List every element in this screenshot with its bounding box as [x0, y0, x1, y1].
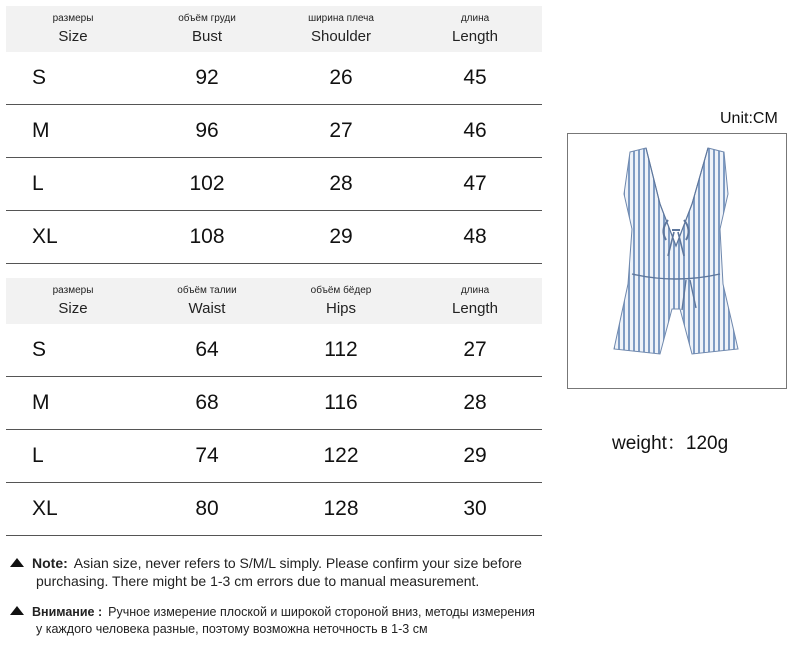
- cell-size: M: [32, 391, 50, 414]
- cell-length: 47: [463, 172, 487, 195]
- size-table-bust: [6, 6, 542, 264]
- header-length: [408, 6, 542, 52]
- table-row: [6, 430, 542, 483]
- cell-hips: 116: [324, 391, 358, 414]
- table-row: [6, 158, 542, 211]
- cell-waist: 68: [195, 391, 219, 414]
- table-row: [6, 377, 542, 430]
- table-row: [6, 324, 542, 377]
- weight-label: weight：120g: [612, 433, 729, 454]
- header-en: Length: [452, 300, 498, 317]
- cell-size: XL: [32, 497, 58, 520]
- cell-length: 29: [463, 444, 487, 467]
- header-size: [6, 6, 140, 52]
- cell-size: L: [32, 172, 44, 195]
- note-line2: у каждого человека разные, поэтому возможна неточность в 1-3 см: [36, 622, 428, 636]
- header-en: Size: [58, 28, 88, 45]
- table-header: [6, 6, 542, 52]
- note-line2: purchasing. There might be 1-3 cm errors due to manual measurement.: [36, 573, 480, 589]
- note-english: [10, 554, 550, 590]
- romper-illustration: [568, 134, 786, 388]
- table-row: [6, 483, 542, 536]
- note-line1: Asian size, never refers to S/M/L simply. Please confirm your size before: [73, 555, 522, 571]
- table-row: [6, 105, 542, 158]
- product-image: [567, 133, 787, 389]
- header-bust: [140, 6, 274, 52]
- table-header: [6, 278, 542, 324]
- header-ru: размеры: [52, 285, 94, 296]
- unit-label: Unit:CM: [720, 110, 778, 127]
- cell-length: 46: [463, 119, 487, 142]
- header-shoulder: [274, 6, 408, 52]
- cell-waist: 74: [195, 444, 219, 467]
- note-label: Note:: [32, 555, 68, 571]
- note-russian: [10, 604, 555, 638]
- table-row: [6, 52, 542, 105]
- cell-size: S: [32, 66, 47, 89]
- cell-shoulder: 28: [329, 172, 353, 195]
- cell-length: 45: [463, 66, 487, 89]
- header-ru: длина: [460, 285, 490, 296]
- table-row: [6, 211, 542, 264]
- header-waist: [140, 278, 274, 324]
- header-ru: объём талии: [177, 285, 237, 296]
- cell-size: XL: [32, 225, 58, 248]
- cell-length: 27: [463, 338, 487, 361]
- cell-size: L: [32, 444, 44, 467]
- cell-shoulder: 26: [329, 66, 353, 89]
- cell-hips: 112: [324, 338, 358, 361]
- header-length: [408, 278, 542, 324]
- cell-shoulder: 29: [329, 225, 353, 248]
- header-en: Bust: [191, 28, 222, 45]
- header-size: [6, 278, 140, 324]
- header-en: Size: [58, 300, 88, 317]
- cell-bust: 92: [195, 66, 219, 89]
- header-ru: размеры: [52, 13, 94, 24]
- warning-triangle-icon: [10, 558, 24, 567]
- cell-size: S: [32, 338, 47, 361]
- size-table-waist: [6, 278, 542, 536]
- cell-hips: 122: [323, 444, 359, 467]
- header-en: Length: [452, 28, 498, 45]
- cell-length: 28: [463, 391, 487, 414]
- cell-size: M: [32, 119, 50, 142]
- cell-hips: 128: [323, 497, 359, 520]
- header-ru: объём бёдер: [310, 285, 372, 296]
- header-en: Hips: [325, 300, 356, 317]
- header-ru: длина: [460, 13, 490, 24]
- cell-bust: 96: [195, 119, 219, 142]
- cell-waist: 80: [195, 497, 219, 520]
- cell-bust: 102: [189, 172, 225, 195]
- cell-waist: 64: [195, 338, 219, 361]
- cell-length: 30: [463, 497, 487, 520]
- header-en: Waist: [188, 300, 226, 317]
- cell-bust: 108: [189, 225, 225, 248]
- header-ru: объём груди: [178, 13, 236, 24]
- header-hips: [274, 278, 408, 324]
- cell-length: 48: [463, 225, 487, 248]
- header-en: Shoulder: [310, 28, 372, 45]
- note-label: Внимание :: [32, 605, 103, 619]
- note-line1: Ручное измерение плоской и широкой стороной вниз, методы измерения: [108, 605, 535, 619]
- header-ru: ширина плеча: [308, 13, 374, 24]
- cell-shoulder: 27: [329, 119, 353, 142]
- warning-triangle-icon: [10, 606, 24, 615]
